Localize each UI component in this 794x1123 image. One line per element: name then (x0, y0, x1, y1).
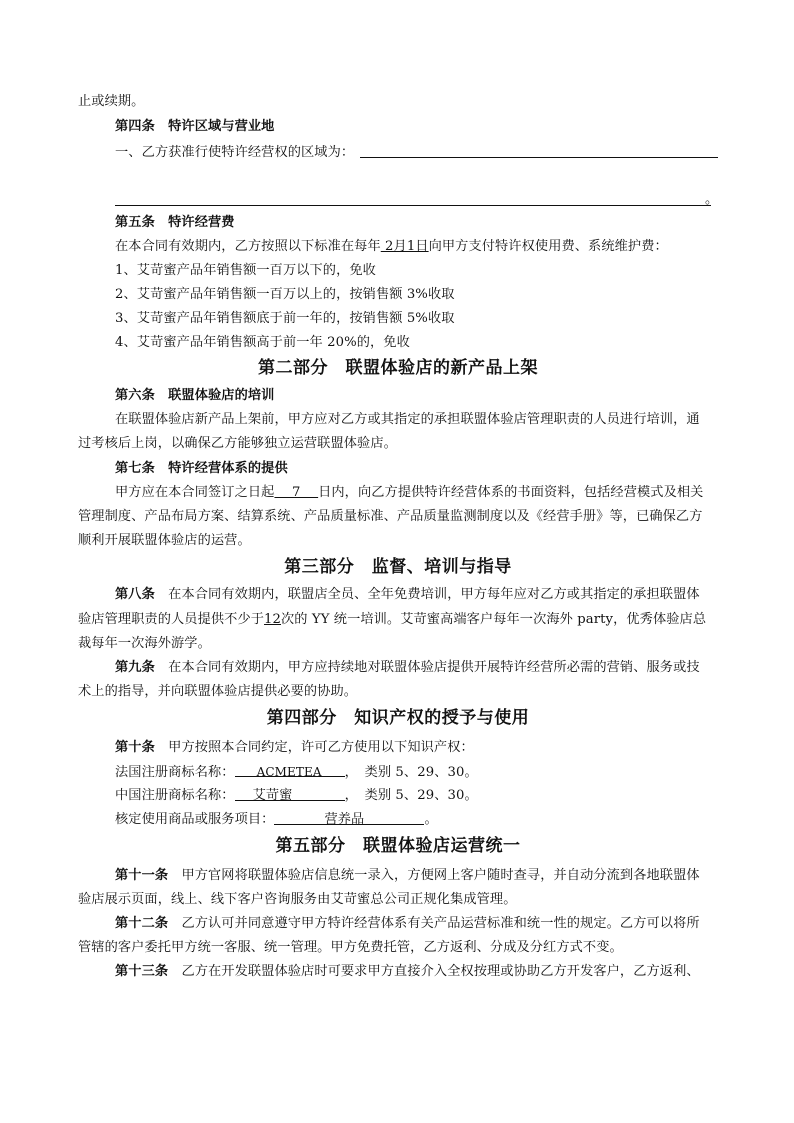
article-5-text-a: 在本合同有效期内，乙方按照以下标准在每年 (115, 239, 381, 254)
french-trademark-value: ACMETEA (256, 765, 322, 779)
article-8-line-1 (115, 585, 718, 605)
article-4-item-1 (115, 143, 718, 163)
goods-services-line (115, 810, 718, 830)
article-10-label: 第十条 (115, 740, 155, 755)
french-trademark-label: 法国注册商标名称： (115, 765, 235, 780)
chinese-trademark-label: 中国注册商标名称： (115, 788, 235, 803)
article-9-line-1 (115, 658, 718, 678)
goods-services-label: 核定使用商品或服务项目： (115, 812, 275, 827)
article-7-line-2: 管理制度、产品布局方案、结算系统、产品质量标准、产品质量监测制度以及《经营手册》等，已确保乙方 (78, 509, 703, 524)
article-5-paragraph (115, 237, 718, 257)
article-11-line-2: 验店展示页面，线上、线下客户咨询服务由艾苛蜜总公司正规化集成管理。 (78, 892, 517, 907)
article-9-line-2: 术上的指导，并向联盟体验店提供必要的协助。 (78, 684, 358, 699)
part-5-heading: 第五部分 联盟体验店运营统一 (275, 836, 521, 856)
region-blank-line-2 (115, 205, 711, 206)
fee-item-4: 4、艾苛蜜产品年销售额高于前一年 20%的，免收 (115, 335, 410, 350)
article-8-text-b: 次的 YY 统一培训。艾苛蜜高端客户每年一次海外 party，优秀体验店总 (281, 612, 707, 627)
article-9-label: 第九条 (115, 660, 155, 675)
article-9-text: 在本合同有效期内，甲方应持续地对联盟体验店提供开展特许经营所必需的营销、服务或技 (154, 660, 700, 675)
article-8-label: 第八条 (115, 587, 155, 602)
part-2-heading: 第二部分 联盟体验店的新产品上架 (258, 358, 538, 378)
chinese-trademark-line (115, 786, 718, 806)
region-blank-line-1 (360, 157, 718, 158)
article-11-text: 甲方官网将联盟体验店信息统一录入，方便网上客户随时查寻，并自动分流到各地联盟体 (168, 868, 700, 883)
article-8-text: 在本合同有效期内，联盟店全员、全年免费培训，甲方每年应对乙方或其指定的承担联盟体 (154, 587, 700, 602)
article-13-label: 第十三条 (115, 964, 169, 979)
chinese-trademark-value: 艾苛蜜 (252, 788, 293, 803)
fee-item-2: 2、艾苛蜜产品年销售额一百万以上的，按销售额 3%收取 (115, 287, 455, 302)
article-10-line-1 (115, 738, 718, 758)
delivery-days: 7 (274, 485, 319, 500)
article-12-line-1 (115, 914, 718, 934)
article-12-line-2: 管辖的客户委托甲方统一客服、统一管理。甲方免费托管，乙方返利、分成及分红方式不变。 (78, 940, 623, 955)
region-end-mark: 。 (705, 192, 719, 207)
part-3-heading: 第三部分 监督、培训与指导 (284, 557, 512, 577)
article-10-text: 甲方按照本合同约定，许可乙方使用以下知识产权： (154, 740, 474, 755)
article-5-title: 第五条 特许经营费 (115, 215, 235, 230)
article-12-text: 乙方认可并同意遵守甲方特许经营体系有关产品运营标准和统一性的规定。乙方可以将所 (168, 916, 700, 931)
article-7-text-b: 日内，向乙方提供特许经营体系的书面资料，包括经营模式及相关 (318, 485, 704, 500)
article-7-line-3: 顺利开展联盟体验店的运营。 (78, 533, 251, 548)
article-5-text-b: 向甲方支付特许权使用费、系统维护费： (428, 239, 668, 254)
training-count: 12 (264, 612, 282, 627)
article-13-text: 乙方在开发联盟体验店时可要求甲方直接介入全权按理或协助乙方开发客户，乙方返利、 (168, 964, 700, 979)
article-12-label: 第十二条 (115, 916, 169, 931)
goods-services-value: 营养品 (324, 812, 365, 827)
article-4-item-1-text: 一、乙方获准行使特许经营权的区域为： (115, 145, 355, 160)
article-6-title: 第六条 联盟体验店的培训 (115, 388, 275, 403)
chinese-trademark-class: ， 类别 5、29、30。 (344, 788, 478, 803)
article-11-line-1 (115, 866, 718, 886)
article-8-line-3: 裁每年一次海外游学。 (78, 636, 211, 651)
part-4-heading: 第四部分 知识产权的授予与使用 (266, 708, 530, 728)
article-13-line-1 (115, 962, 718, 982)
article-6-line-1: 在联盟体验店新产品上架前，甲方应对乙方或其指定的承担联盟体验店管理职责的人员进行培训，通 (115, 412, 700, 427)
fee-item-3: 3、艾苛蜜产品年销售额底于前一年的，按销售额 5%收取 (115, 311, 455, 326)
article-4-title: 第四条 特许区域与营业地 (115, 119, 275, 134)
text-line: 止或续期。 (78, 94, 145, 109)
fee-item-1: 1、艾苛蜜产品年销售额一百万以下的，免收 (115, 263, 376, 278)
goods-services-end: 。 (424, 812, 438, 827)
article-6-line-2: 过考核后上岗，以确保乙方能够独立运营联盟体验店。 (78, 436, 397, 451)
french-trademark-line (115, 762, 718, 783)
article-7-text-a: 甲方应在本合同签订之日起 (115, 485, 275, 500)
article-8-text-a: 验店管理职责的人员提供不少于 (78, 612, 265, 627)
article-8-line-2 (78, 610, 718, 630)
payment-date: 2月1日 (380, 239, 429, 254)
article-7-title: 第七条 特许经营体系的提供 (115, 461, 288, 476)
article-7-line-1 (115, 483, 718, 503)
article-11-label: 第十一条 (115, 868, 169, 883)
french-trademark-class: ， 类别 5、29、30。 (344, 765, 478, 780)
